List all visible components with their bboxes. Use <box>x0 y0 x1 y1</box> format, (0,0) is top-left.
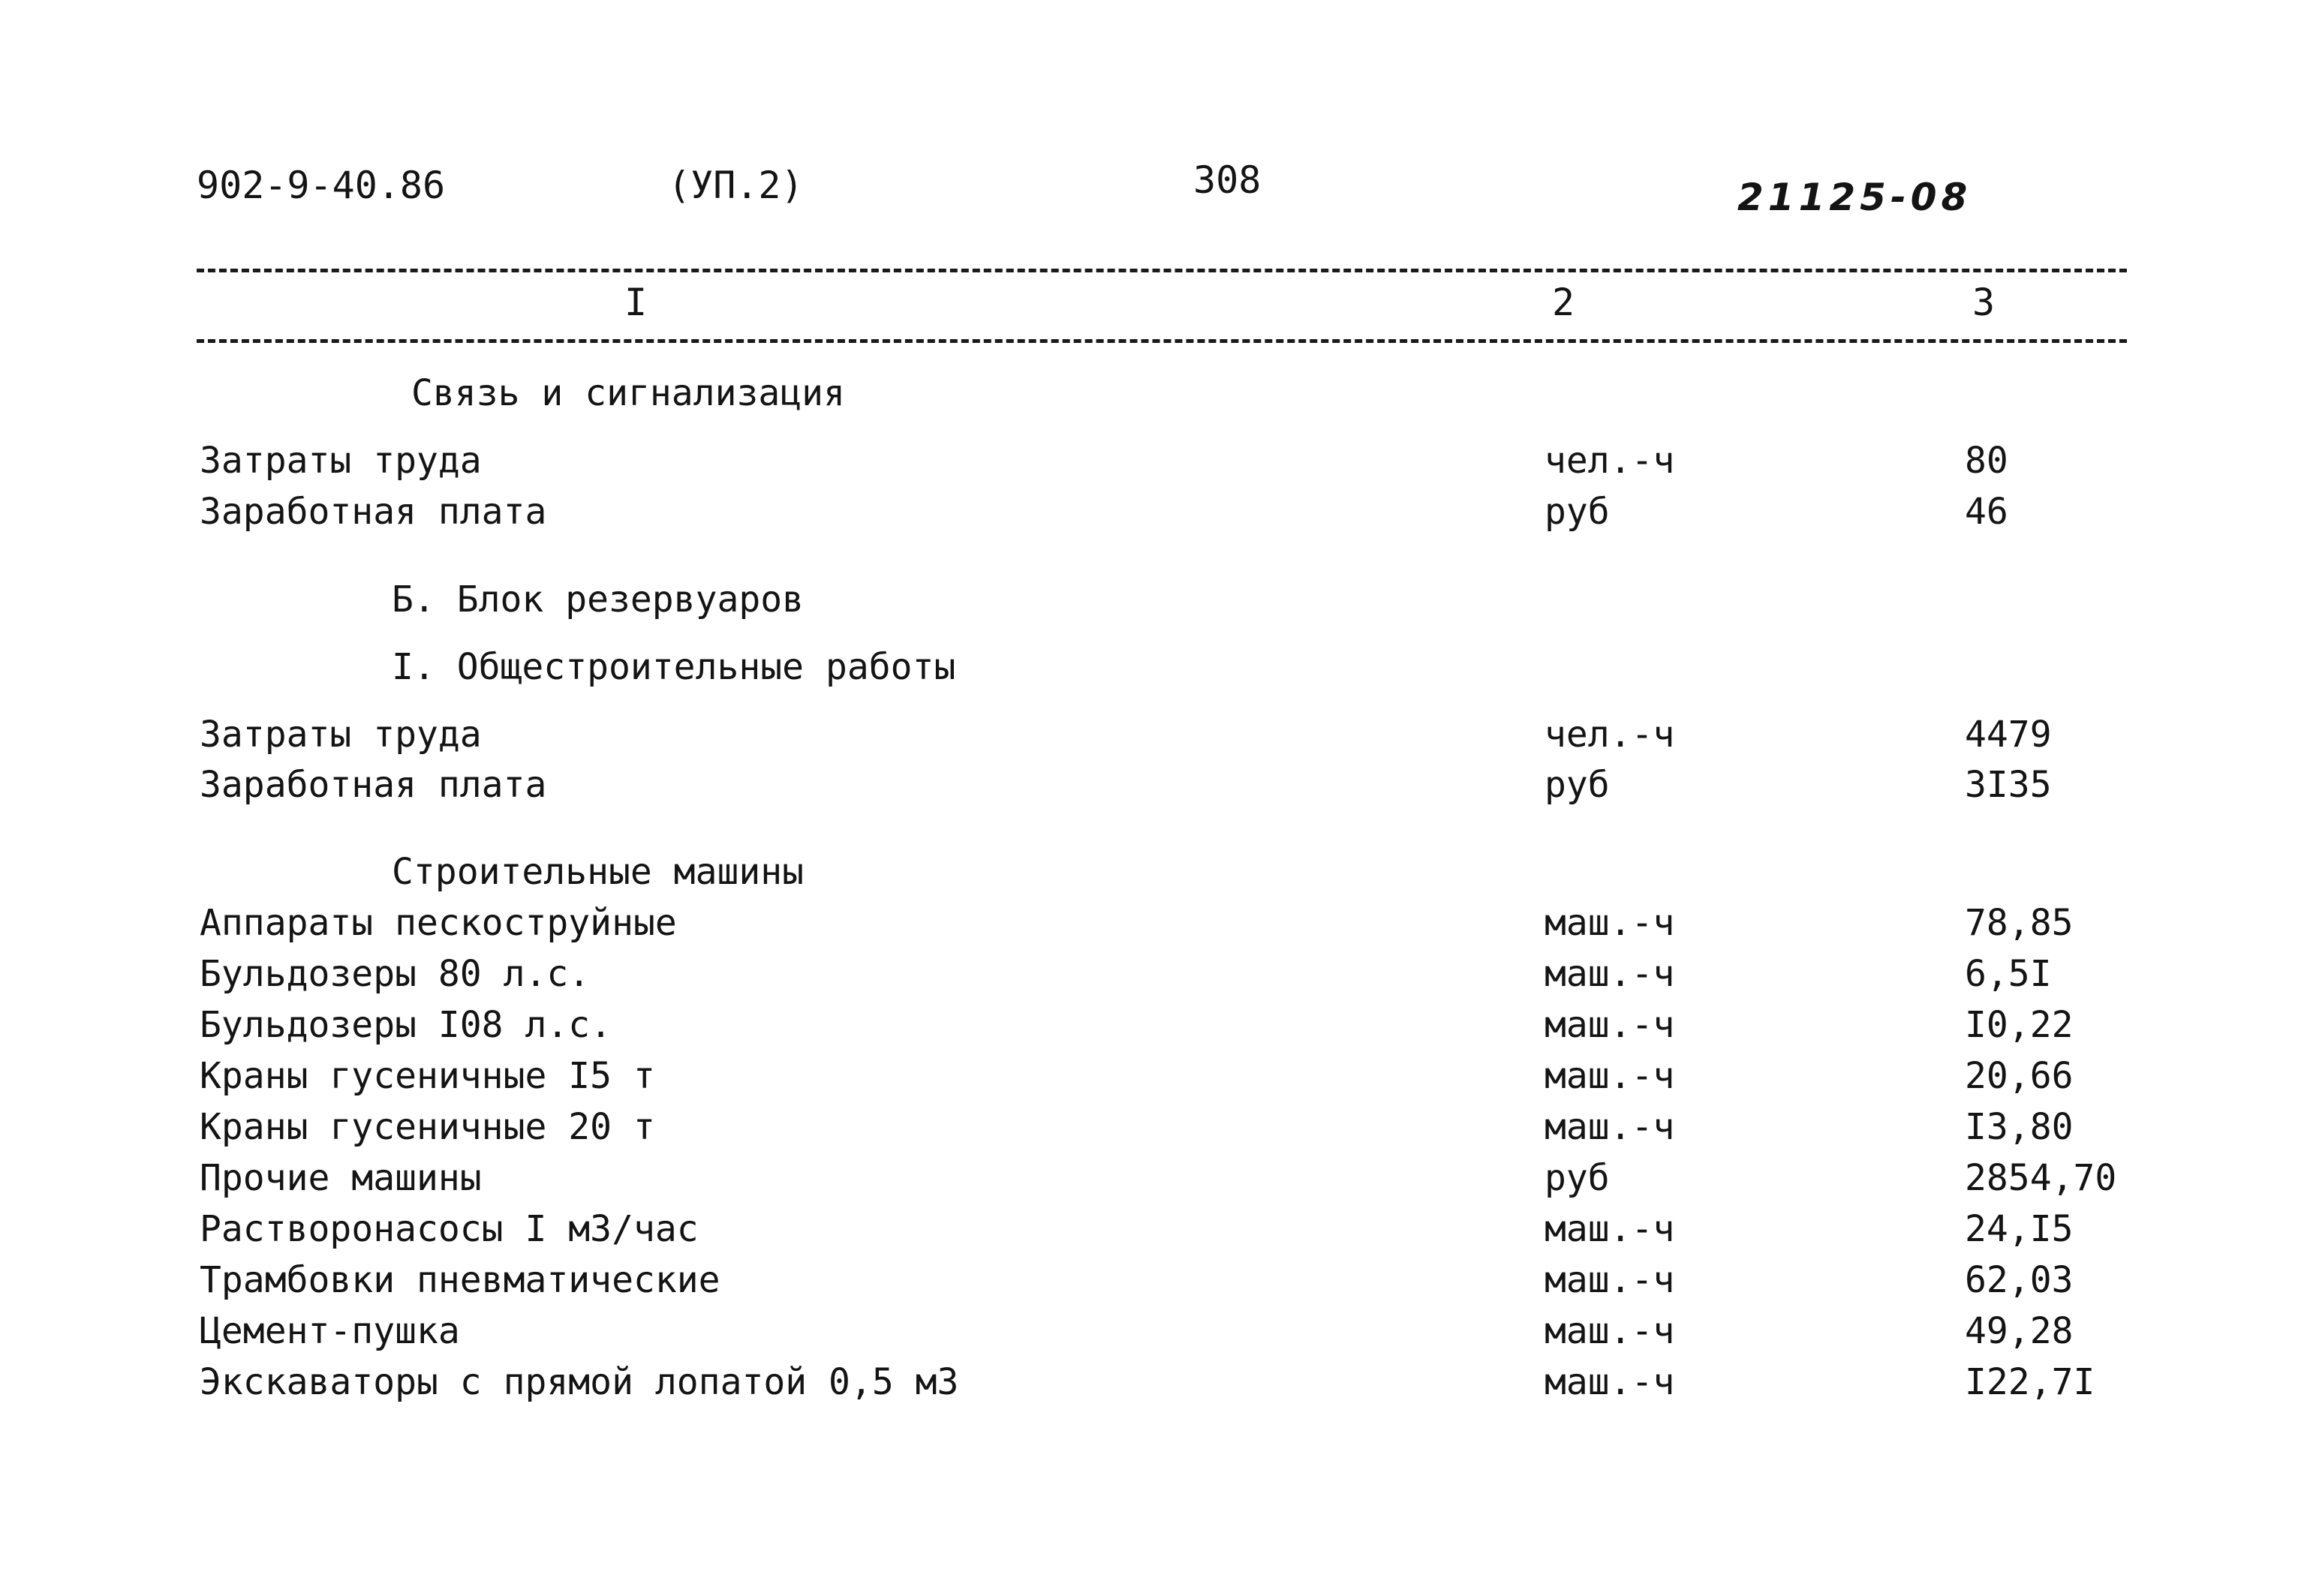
row-unit: чел.-ч <box>1545 440 1675 482</box>
row-name: Краны гусеничные I5 т <box>200 1055 655 1097</box>
row-value: 20,66 <box>1965 1055 2074 1097</box>
column-header-1: I <box>624 281 648 324</box>
subsection-title: I. Общестроительные работы <box>392 646 956 688</box>
table-row <box>0 491 2304 539</box>
row-value: 49,28 <box>1965 1310 2074 1352</box>
table-row <box>0 1208 2304 1256</box>
row-unit: маш.-ч <box>1545 1361 1675 1403</box>
row-value: I3,80 <box>1965 1106 2074 1148</box>
block-title: Б. Блок резервуаров <box>392 579 805 621</box>
row-name: Заработная плата <box>200 491 547 533</box>
row-name: Экскаваторы с прямой лопатой 0,5 м3 <box>200 1361 959 1403</box>
table-header-rule <box>197 339 2127 343</box>
table-row <box>0 714 2304 762</box>
page-number: 308 <box>1193 158 1262 202</box>
row-unit: маш.-ч <box>1545 1106 1675 1148</box>
table-top-rule <box>197 269 2127 272</box>
row-unit: маш.-ч <box>1545 1208 1675 1250</box>
row-name: Цемент-пушка <box>200 1310 460 1352</box>
row-name: Затраты труда <box>200 714 482 756</box>
section-title-communication: Связь и сигнализация <box>411 372 845 414</box>
row-value: 80 <box>1965 440 2008 482</box>
inventory-stamp: 21125-08 <box>1737 176 1972 219</box>
row-unit: маш.-ч <box>1545 1055 1675 1097</box>
row-name: Аппараты пескоструйные <box>200 902 677 944</box>
table-row <box>0 1004 2304 1052</box>
row-unit: чел.-ч <box>1545 714 1675 756</box>
row-unit: маш.-ч <box>1545 1310 1675 1352</box>
table-row <box>0 902 2304 950</box>
row-unit: маш.-ч <box>1545 1004 1675 1046</box>
column-header-3: 3 <box>1972 281 1996 324</box>
table-row <box>0 1106 2304 1154</box>
row-name: Затраты труда <box>200 440 482 482</box>
album-number: (УП.2) <box>668 164 804 207</box>
row-value: 78,85 <box>1965 902 2074 944</box>
row-value: 3I35 <box>1965 764 2052 806</box>
table-row <box>0 1259 2304 1307</box>
row-value: 62,03 <box>1965 1259 2074 1301</box>
section-title-machines: Строительные машины <box>392 851 805 893</box>
row-value: 4479 <box>1965 714 2052 756</box>
table-row <box>0 440 2304 488</box>
table-row <box>0 764 2304 812</box>
row-unit: маш.-ч <box>1545 1259 1675 1301</box>
row-name: Бульдозеры I08 л.с. <box>200 1004 612 1046</box>
table-row <box>0 1361 2304 1409</box>
row-unit: руб <box>1545 764 1610 806</box>
row-value: 46 <box>1965 491 2008 533</box>
row-unit: маш.-ч <box>1545 902 1675 944</box>
table-row <box>0 953 2304 1001</box>
row-name: Заработная плата <box>200 764 547 806</box>
row-name: Прочие машины <box>200 1157 482 1199</box>
row-name: Растворонасосы I м3/час <box>200 1208 699 1250</box>
row-unit: руб <box>1545 1157 1610 1199</box>
row-value: 6,5I <box>1965 953 2052 995</box>
row-value: 24,I5 <box>1965 1208 2074 1250</box>
document-code: 902-9-40.86 <box>197 164 446 207</box>
row-unit: маш.-ч <box>1545 953 1675 995</box>
row-value: I0,22 <box>1965 1004 2074 1046</box>
row-name: Трамбовки пневматические <box>200 1259 720 1301</box>
column-header-2: 2 <box>1552 281 1575 324</box>
row-name: Краны гусеничные 20 т <box>200 1106 655 1148</box>
table-row <box>0 1310 2304 1358</box>
row-unit: руб <box>1545 491 1610 533</box>
row-name: Бульдозеры 80 л.с. <box>200 953 591 995</box>
table-row <box>0 1157 2304 1205</box>
table-row <box>0 1055 2304 1103</box>
row-value: I22,7I <box>1965 1361 2095 1403</box>
row-value: 2854,70 <box>1965 1157 2117 1199</box>
